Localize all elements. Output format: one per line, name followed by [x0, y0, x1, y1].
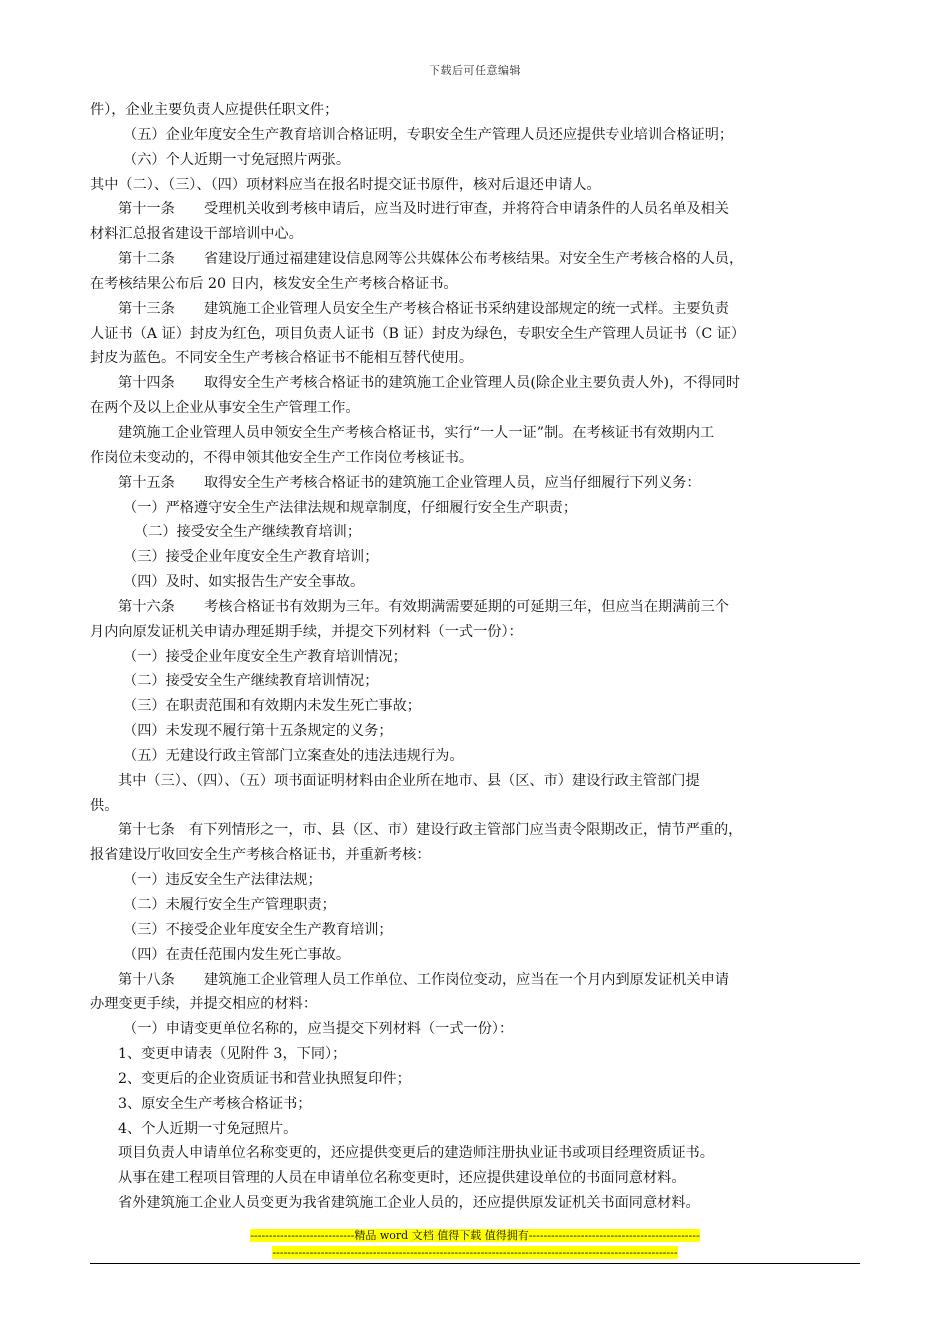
article-paragraph-line: [90, 818, 862, 843]
paragraph-line: [90, 570, 862, 595]
line-text: （一）违反安全生产法律法规；: [123, 872, 322, 889]
line-text: （三）接受企业年度安全生产教育培训；: [123, 549, 379, 566]
paragraph-line: [90, 496, 862, 521]
line-text: 有下列情形之一，市、县（区、市）建设行政主管部门应当责令限期改正，情节严重的，: [189, 822, 743, 839]
line-text: 作岗位未变动的，不得申领其他安全生产工作岗位考核证书。: [90, 449, 474, 466]
article-paragraph-line: [90, 968, 862, 993]
line-text: 受理机关收到考核申请后，应当及时进行审查，并将符合申请条件的人员名单及相关: [204, 201, 729, 218]
paragraph-line: [90, 545, 862, 570]
article-paragraph-line: [90, 595, 862, 620]
paragraph-line: [90, 843, 862, 868]
line-text: （四）未发现不履行第十五条规定的义务；: [123, 723, 393, 740]
footer-rule: [90, 1263, 860, 1264]
line-text: 从事在建工程项目管理的人员在申请单位名称变更时，还应提供建设单位的书面同意材料。: [118, 1170, 686, 1187]
article-number: 第十一条: [118, 201, 175, 218]
paragraph-line: [90, 272, 862, 297]
line-text: 其中（二）、（三）、（四）项材料应当在报名时提交证书原件，核对后退还申请人。: [90, 176, 601, 193]
paragraph-line: [90, 769, 862, 794]
paragraph-line: [90, 918, 862, 943]
paragraph-line: [90, 1166, 862, 1191]
line-text: （一）申请变更单位名称的，应当提交下列材料（一式一份）：: [123, 1021, 514, 1038]
article-number: 第十三条: [118, 300, 175, 317]
footer-banner: [0, 1227, 950, 1261]
line-text: 4、个人近期一寸免冠照片。: [118, 1120, 298, 1137]
line-text: 项目负责人申请单位名称变更的，还应提供变更后的建造师注册执业证书或项目经理资质证书。: [118, 1145, 714, 1162]
paragraph-line: [90, 1117, 862, 1142]
line-text: （四）及时、如实报告生产安全事故。: [123, 574, 365, 591]
paragraph-line: [90, 1092, 862, 1117]
paragraph-line: [90, 446, 862, 471]
line-text: （六）个人近期一寸免冠照片两张。: [123, 151, 351, 168]
line-text: 人证书（A 证）封皮为红色，项目负责人证书（B 证）封皮为绿色，专职安全生产管理人员证书（C 证）: [90, 325, 746, 342]
paragraph-line: [90, 421, 862, 446]
paragraph-line: [90, 396, 862, 421]
paragraph-line: [90, 346, 862, 371]
paragraph-line: [90, 943, 862, 968]
paragraph-line: [90, 694, 862, 719]
paragraph-line: [90, 322, 862, 347]
page-header: 下载后可任意编辑: [429, 64, 521, 77]
line-text: 月内向原发证机关申请办理延期手续，并提交下列材料（一式一份）：: [90, 623, 523, 640]
paragraph-line: [90, 1191, 862, 1216]
footer-banner-line-2: -------------------------------------------------------------------------------------------------------------: [272, 1246, 678, 1259]
paragraph-line: [90, 669, 862, 694]
line-text: （一）严格遵守安全生产法律法规和规章制度，仔细履行安全生产职责；: [123, 499, 578, 516]
paragraph-line: [90, 744, 862, 769]
paragraph-line: [90, 1067, 862, 1092]
article-number: 第十八条: [118, 971, 175, 988]
line-text: 3、原安全生产考核合格证书；: [118, 1095, 312, 1112]
line-text: 省建设厅通过福建建设信息网等公共媒体公布考核结果。对安全生产考核合格的人员，: [204, 251, 744, 268]
line-text: 材料汇总报省建设干部培训中心。: [90, 226, 303, 243]
paragraph-line: [90, 620, 862, 645]
paragraph-line: [90, 123, 862, 148]
line-text: （三）在职责范围和有效期内未发生死亡事故；: [123, 698, 421, 715]
article-paragraph-line: [90, 297, 862, 322]
line-text: 1、变更申请表（见附件 3，下同）；: [118, 1046, 347, 1063]
line-text: 在两个及以上企业从事安全生产管理工作。: [90, 400, 360, 417]
line-text: 建筑施工企业管理人员安全生产考核合格证书采纳建设部规定的统一式样。主要负责: [204, 300, 729, 317]
paragraph-line: [90, 520, 862, 545]
paragraph-line: [90, 222, 862, 247]
line-text: 2、变更后的企业资质证书和营业执照复印件；: [118, 1070, 411, 1087]
article-paragraph-line: [90, 471, 862, 496]
article-paragraph-line: [90, 371, 862, 396]
line-text: （五）企业年度安全生产教育培训合格证明，专职安全生产管理人员还应提供专业培训合格证明；: [123, 126, 734, 143]
article-paragraph-line: [90, 197, 862, 222]
footer-banner-line-1: ----------------------------精品 word 文档 值得下载 值得拥有----------------------------------------------: [250, 1229, 700, 1242]
article-number: 第十四条: [118, 375, 175, 392]
line-text: 办理变更手续，并提交相应的材料：: [90, 996, 318, 1013]
line-text: （三）不接受企业年度安全生产教育培训；: [123, 921, 393, 938]
line-text: （一）接受企业年度安全生产教育培训情况；: [123, 648, 407, 665]
line-text: 考核合格证书有效期为三年。有效期满需要延期的可延期三年，但应当在期满前三个: [204, 598, 729, 615]
article-number: 第十五条: [118, 474, 175, 491]
paragraph-line: [90, 992, 862, 1017]
article-paragraph-line: [90, 247, 862, 272]
article-number: 第十二条: [118, 251, 175, 268]
line-text: 报省建设厅收回安全生产考核合格证书，并重新考核：: [90, 847, 431, 864]
paragraph-line: [90, 1141, 862, 1166]
paragraph-line: [90, 719, 862, 744]
line-text: （五）无建设行政主管部门立案查处的违法违规行为。: [123, 747, 464, 764]
paragraph-line: [90, 148, 862, 173]
line-text: （二）接受安全生产继续教育培训情况；: [123, 673, 379, 690]
line-text: 在考核结果公布后 20 日内，核发安全生产考核合格证书。: [90, 275, 458, 292]
line-text: 件），企业主要负责人应提供任职文件；: [90, 102, 339, 118]
line-text: 建筑施工企业管理人员申领安全生产考核合格证书，实行“一人一证”制。在考核证书有效期内工: [118, 424, 715, 441]
article-number: 第十七条: [118, 822, 175, 839]
line-text: 建筑施工企业管理人员工作单位、工作岗位变动，应当在一个月内到原发证机关申请: [204, 971, 729, 988]
line-text: （二）未履行安全生产管理职责；: [123, 897, 336, 913]
paragraph-line: [90, 1017, 862, 1042]
paragraph-line: [90, 893, 862, 918]
line-text: 取得安全生产考核合格证书的建筑施工企业管理人员(除企业主要负责人外)，不得同时: [204, 375, 741, 392]
document-body: [90, 98, 862, 1216]
article-number: 第十六条: [118, 598, 175, 615]
line-text: （二）接受安全生产继续教育培训；: [134, 524, 362, 541]
paragraph-line: [90, 645, 862, 670]
paragraph-line: [90, 173, 862, 198]
paragraph-line: [90, 1042, 862, 1067]
line-text: 封皮为蓝色。不同安全生产考核合格证书不能相互替代使用。: [90, 350, 474, 367]
paragraph-line: [90, 868, 862, 893]
paragraph-line: [90, 794, 862, 819]
line-text: （四）在责任范围内发生死亡事故。: [123, 946, 351, 963]
line-text: 取得安全生产考核合格证书的建筑施工企业管理人员，应当仔细履行下列义务：: [204, 474, 701, 491]
paragraph-line: [90, 98, 862, 123]
line-text: 省外建筑施工企业人员变更为我省建筑施工企业人员的，还应提供原发证机关书面同意材料。: [118, 1195, 700, 1212]
line-text: 供。: [90, 797, 119, 814]
line-text: 其中（三）、（四）、（五）项书面证明材料由企业所在地市、县（区、市）建设行政主管部门提: [118, 772, 700, 789]
